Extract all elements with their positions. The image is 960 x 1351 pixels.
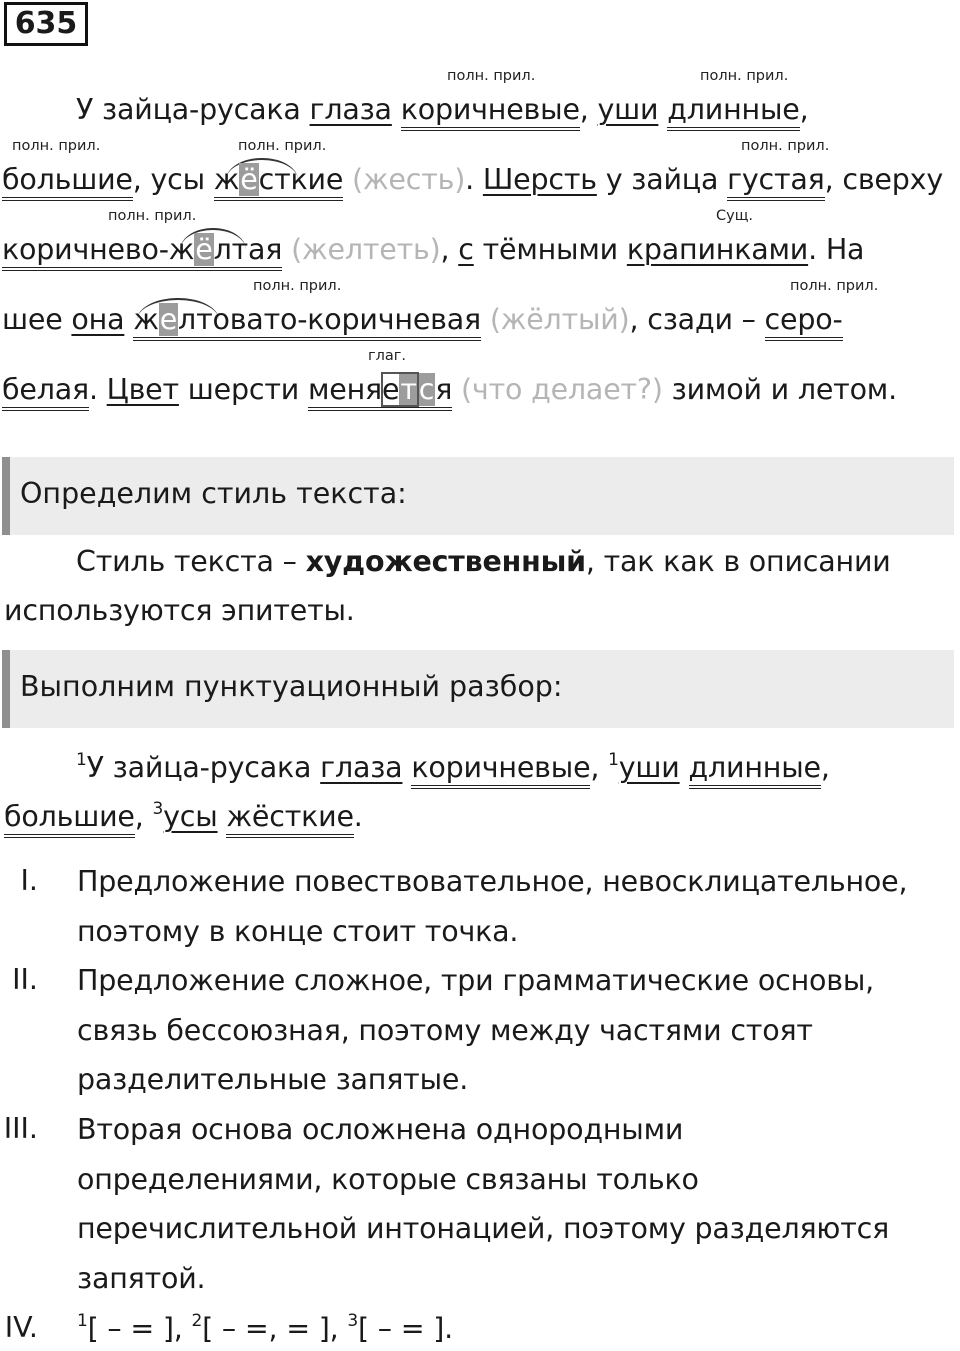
check-word: (что делает?) bbox=[452, 373, 663, 406]
predicate-word: большие bbox=[4, 800, 135, 838]
style-bold: художественный bbox=[305, 545, 586, 578]
note-poln-pril: полн. прил. bbox=[253, 278, 342, 294]
predicate-word: меняется bbox=[308, 373, 452, 411]
text-line-4: шее она желтовато-коричневая (жёлтый), сзади – серо- bbox=[2, 302, 843, 338]
subject-word: Цвет bbox=[106, 373, 179, 406]
note-poln-pril: полн. прил. bbox=[447, 68, 536, 84]
note-poln-pril: полн. прил. bbox=[741, 138, 830, 154]
subject-word: глаза bbox=[309, 93, 392, 126]
heading-text: Выполним пунктуационный разбор: bbox=[20, 670, 563, 703]
list-item-line: определениями, которые связаны только bbox=[77, 1163, 699, 1196]
text-line-1: У зайца-русака глаза коричневые, уши длинные, bbox=[76, 92, 808, 128]
stressed-vowel: ё bbox=[240, 163, 258, 196]
list-item-line: связь бессоюзная, поэтому между частями стоят bbox=[77, 1014, 813, 1047]
predicate-word: коричневые bbox=[401, 93, 580, 131]
subject-word: уши bbox=[618, 751, 680, 784]
predicate-word: коричнево-жёлтая bbox=[2, 233, 282, 271]
note-poln-pril: полн. прил. bbox=[238, 138, 327, 154]
analyzed-sentence-line2: большие, $^3$усы жёсткие. bbox=[4, 799, 363, 839]
sentence-scheme: $^1$[ – = ], $^2$[ – =, = ], $^3$[ – = ]. bbox=[77, 1311, 454, 1345]
predicate-word: большие bbox=[2, 163, 133, 201]
list-number: II. bbox=[12, 963, 38, 996]
predicate-word: длинные bbox=[667, 93, 799, 131]
list-item-line: Предложение повествовательное, невосклицательное, bbox=[77, 865, 908, 898]
list-item-line: перечислительной интонацией, поэтому разделяются bbox=[77, 1212, 890, 1245]
predicate-word: жёсткие bbox=[214, 163, 343, 201]
text-line-5: белая. Цвет шерсти меняется (что делает?) зимой и летом. bbox=[2, 372, 897, 408]
heading-text: Определим стиль текста: bbox=[20, 477, 407, 510]
list-number: I. bbox=[20, 864, 38, 897]
predicate-word: густая bbox=[727, 163, 825, 201]
list-item-line: запятой. bbox=[77, 1262, 206, 1295]
subject-word: глаза bbox=[320, 751, 403, 784]
stressed-vowel: ё bbox=[195, 233, 213, 266]
predicate-word: жёсткие bbox=[226, 800, 353, 838]
text-line-3: коричнево-жёлтая (желтеть), с тёмными крапинками. На bbox=[2, 232, 864, 268]
note-glag: глаг. bbox=[368, 348, 406, 364]
subject-word: она bbox=[71, 303, 125, 336]
subject-word: усы bbox=[163, 800, 218, 833]
predicate-word: белая bbox=[2, 373, 89, 411]
predicate-word: коричневые bbox=[411, 751, 590, 789]
style-paragraph-line2: используются эпитеты. bbox=[4, 594, 355, 627]
preposition: с bbox=[458, 233, 474, 266]
list-number: IV. bbox=[4, 1311, 38, 1344]
predicate-word: длинные bbox=[689, 751, 821, 789]
section-heading-punct bbox=[2, 650, 954, 728]
check-word: (жесть) bbox=[343, 163, 466, 196]
ending-box: ет bbox=[381, 373, 417, 406]
subject-word: уши bbox=[597, 93, 659, 126]
list-item-line: разделительные запятые. bbox=[77, 1063, 469, 1096]
check-word: (жёлтый) bbox=[480, 303, 630, 336]
predicate-word: желтовато-коричневая bbox=[133, 303, 481, 341]
text-line-2: большие, усы жёсткие (жесть). Шерсть у зайца густая, сверху bbox=[2, 162, 943, 198]
predicate-word: серо- bbox=[765, 303, 843, 341]
task-number: 635 bbox=[4, 2, 88, 46]
subject-word: Шерсть bbox=[482, 163, 597, 196]
list-item-line: поэтому в конце стоит точка. bbox=[77, 915, 519, 948]
check-word: (желтеть) bbox=[282, 233, 441, 266]
section-heading-style bbox=[2, 457, 954, 535]
note-poln-pril: полн. прил. bbox=[12, 138, 101, 154]
analyzed-sentence-line1: $^1$У зайца-русака глаза коричневые, $^1$уши длинные, bbox=[76, 750, 830, 790]
list-number: III. bbox=[3, 1112, 38, 1145]
note-sushch: Сущ. bbox=[716, 208, 753, 224]
note-poln-pril: полн. прил. bbox=[108, 208, 197, 224]
stressed-vowel: е bbox=[159, 303, 178, 336]
object-word: крапинками bbox=[626, 233, 809, 266]
note-poln-pril: полн. прил. bbox=[700, 68, 789, 84]
list-item-line: Вторая основа осложнена однородными bbox=[77, 1113, 684, 1146]
list-item-line: Предложение сложное, три грамматические основы, bbox=[77, 964, 874, 997]
style-paragraph: Стиль текста – художественный, так как в описании bbox=[76, 545, 891, 578]
note-poln-pril: полн. прил. bbox=[790, 278, 879, 294]
